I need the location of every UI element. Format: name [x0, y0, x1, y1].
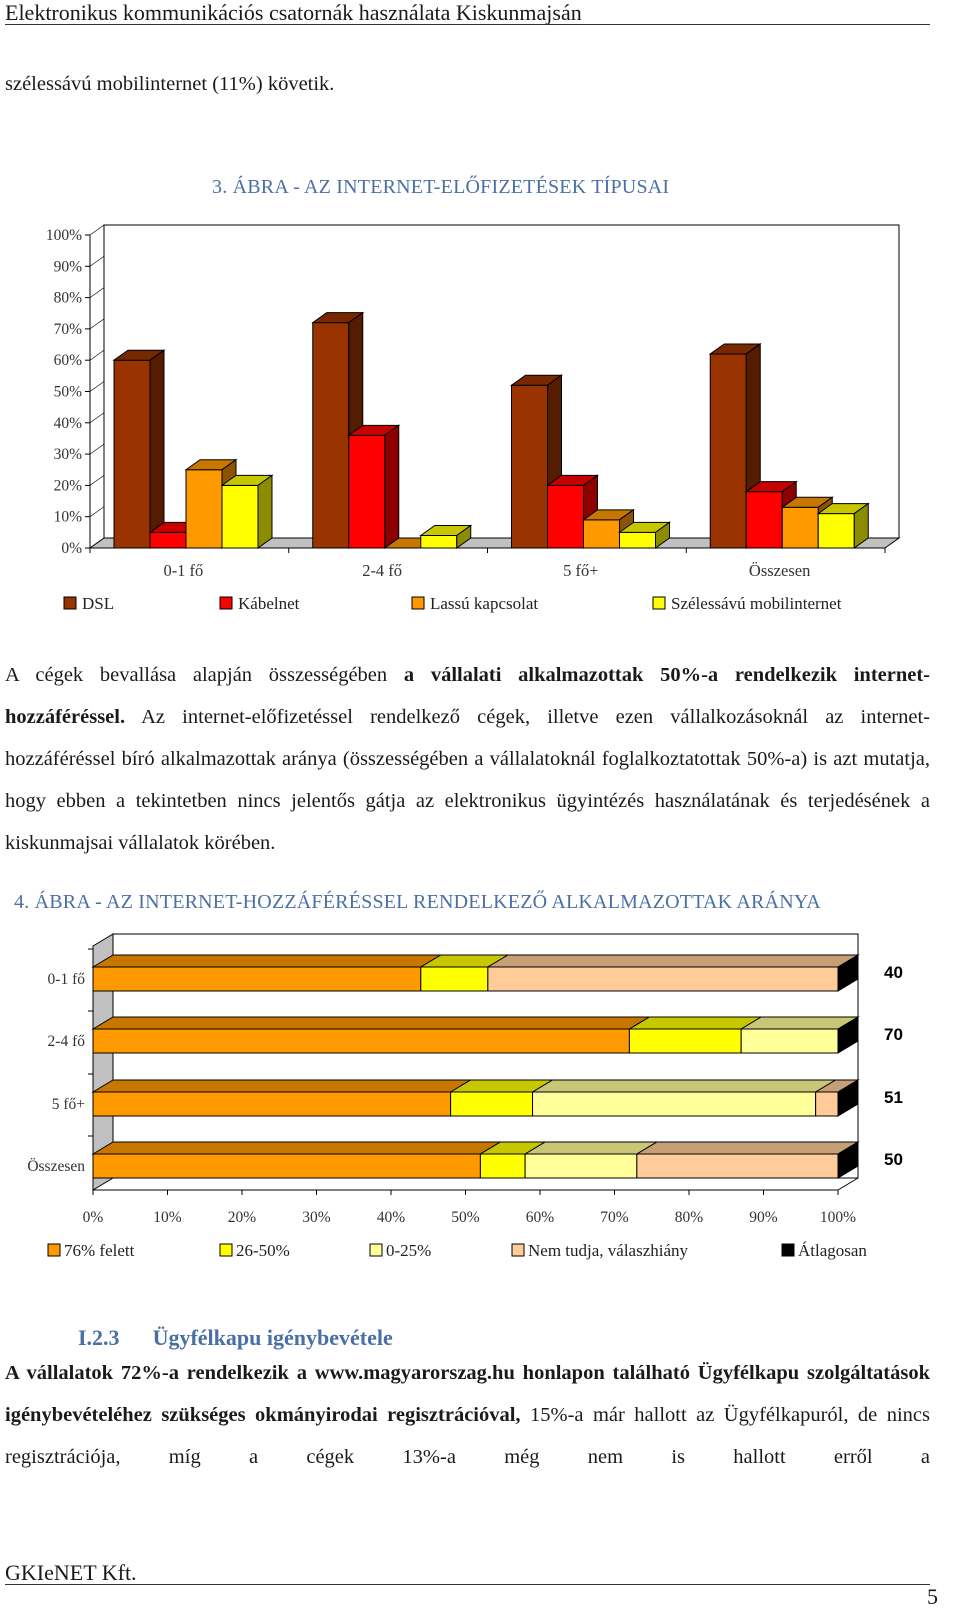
- figure3-title: 3. ÁBRA - AZ INTERNET-ELŐFIZETÉSEK TÍPUSAI: [212, 176, 670, 198]
- bar-front: [114, 360, 150, 548]
- bar-top: [533, 1080, 836, 1092]
- paragraph-1-bold: a vállalati alkalmazottak 50%-a rendelkezik internet-hozzáféréssel.: [5, 664, 930, 728]
- x-tick-label: Összesen: [748, 561, 811, 580]
- bar-front: [620, 532, 656, 548]
- bar-side: [385, 425, 399, 548]
- y-tick-label: 0-1 fő: [47, 971, 85, 988]
- y-tick-label: 100%: [45, 227, 82, 244]
- bar-top: [525, 1142, 657, 1154]
- legend-swatch: [412, 597, 424, 609]
- average-label: 40: [884, 963, 903, 982]
- y-tick-depth: [90, 350, 104, 360]
- figure4-title: 4. ÁBRA - AZ INTERNET-HOZZÁFÉRÉSSEL RENDELKEZŐ ALKALMAZOTTAK ARÁNYA: [14, 891, 821, 913]
- bar-front: [782, 507, 818, 548]
- legend-swatch: [220, 1244, 232, 1256]
- x-tick-label: 10%: [153, 1209, 182, 1226]
- bar-front: [222, 485, 258, 548]
- legend-swatch: [512, 1244, 524, 1256]
- x-tick-label: 70%: [600, 1209, 629, 1226]
- y-tick-label: 80%: [53, 289, 82, 307]
- bar-front: [710, 354, 746, 548]
- legend-swatch: [64, 597, 76, 609]
- bar-segment: [525, 1154, 637, 1178]
- x-tick-label: 40%: [376, 1209, 406, 1226]
- bar-segment: [533, 1092, 816, 1116]
- bar-segment: [741, 1029, 838, 1053]
- bar-top: [629, 1017, 761, 1029]
- average-label: 70: [884, 1025, 903, 1044]
- footer-company: GKIeNET Kft.: [5, 1560, 930, 1585]
- y-tick-depth: [90, 475, 104, 485]
- y-tick-label: 20%: [53, 477, 82, 495]
- bar-segment: [816, 1092, 838, 1116]
- bar-front: [818, 514, 854, 548]
- x-tick-label: 20%: [227, 1209, 257, 1226]
- bar-segment: [93, 1154, 480, 1178]
- bar-segment: [93, 967, 421, 991]
- y-tick-label: 30%: [53, 446, 82, 464]
- legend-label: Szélessávú mobilinternet: [671, 594, 842, 613]
- running-header: Elektronikus kommunikációs csatornák használata Kiskunmajsán: [5, 0, 930, 25]
- legend-swatch: [220, 597, 232, 609]
- y-tick-label: Összesen: [27, 1158, 85, 1175]
- bar-front: [150, 532, 186, 548]
- paragraph-2: [5, 1352, 930, 1478]
- paragraph-2-text: 15%-a már hallott az Ügyfélkapuról, de nincs regisztrációja, míg a cégek 13%-a még nem is hallott erről a: [5, 1404, 931, 1468]
- x-tick-label: 30%: [302, 1209, 331, 1226]
- figure4-chart: [0, 922, 940, 1277]
- legend-label: 0-25%: [386, 1241, 432, 1260]
- paragraph-1-text-b: Az internet-előfizetéssel rendelkező cégek, illetve ezen vállalkozásoknál az internet-hozzáféréssel bíró alkalmazottak aránya (összességében a vállalatoknál foglalkoztatottak 50%-a) is azt mutatja, hogy ebben a tekintetben nincs jelentős gátja az elektronikus ügyintézés használatának és terjedésének a kiskunmajsai vállalatok körében.: [5, 706, 930, 854]
- x-tick-label: 0-1 fő: [163, 561, 204, 580]
- x-tick-label: 80%: [674, 1209, 704, 1226]
- y-tick-depth: [90, 507, 104, 517]
- bar-top: [93, 1017, 649, 1029]
- bar-segment: [629, 1029, 741, 1053]
- legend-swatch: [782, 1244, 794, 1256]
- y-tick-label: 40%: [53, 414, 82, 432]
- y-tick-depth: [90, 444, 104, 454]
- y-tick-label: 70%: [53, 320, 82, 338]
- legend-label: Lassú kapcsolat: [430, 594, 539, 613]
- bar-segment: [480, 1154, 525, 1178]
- average-label: 50: [884, 1150, 903, 1169]
- x-tick-label: 100%: [819, 1209, 857, 1226]
- figure3-chart: [0, 210, 940, 630]
- bar-segment: [637, 1154, 838, 1178]
- legend-label: Kábelnet: [238, 594, 300, 613]
- y-tick-depth: [90, 288, 104, 298]
- average-label: 51: [884, 1088, 903, 1107]
- bar-segment: [451, 1092, 533, 1116]
- bar-top: [93, 1080, 471, 1092]
- y-tick-label: 90%: [53, 258, 82, 276]
- bar-front: [548, 485, 584, 548]
- bar-segment: [488, 967, 838, 991]
- bar-front: [313, 323, 349, 548]
- legend-swatch: [653, 597, 665, 609]
- y-tick-depth: [90, 225, 104, 235]
- y-tick-depth: [90, 256, 104, 266]
- x-tick-label: 90%: [749, 1209, 778, 1226]
- x-axis-depth: [838, 1178, 858, 1190]
- page-number: 5: [927, 1584, 938, 1609]
- legend-label: 76% felett: [64, 1241, 135, 1260]
- section-title: Ügyfélkapu igénybevétele: [152, 1325, 393, 1350]
- bar-top: [93, 1142, 500, 1154]
- legend-swatch: [48, 1244, 60, 1256]
- y-tick-label: 2-4 fő: [47, 1033, 85, 1050]
- bar-front: [746, 492, 782, 548]
- paragraph-2-bold: A vállalatok 72%-a rendelkezik a www.magyarorszag.hu honlapon található Ügyfélkapu szolgáltatások igénybevételéhez szükséges okmányirodai regisztrációval,: [5, 1362, 930, 1426]
- y-tick-label: 60%: [53, 352, 82, 370]
- bar-side: [258, 475, 272, 548]
- section-number: I.2.3: [78, 1325, 120, 1350]
- legend-label: 26-50%: [236, 1241, 290, 1260]
- y-tick-label: 5 fő+: [51, 1096, 85, 1113]
- y-tick-depth: [90, 382, 104, 392]
- legend-swatch: [370, 1244, 382, 1256]
- y-tick-label: 0%: [61, 540, 82, 557]
- y-tick-label: 50%: [53, 383, 82, 401]
- bar-segment: [421, 967, 488, 991]
- x-tick-label: 60%: [525, 1209, 555, 1226]
- x-tick-label: 50%: [451, 1209, 480, 1226]
- bar-top: [488, 955, 858, 967]
- x-tick-label: 0%: [82, 1209, 104, 1226]
- x-tick-label: 5 fő+: [563, 561, 599, 580]
- bar-top: [93, 955, 441, 967]
- bar-segment: [93, 1092, 451, 1116]
- section-heading: [78, 1325, 393, 1351]
- bar-top: [637, 1142, 858, 1154]
- bar-segment: [93, 1029, 629, 1053]
- bar-front: [186, 470, 222, 548]
- legend-label: Átlagosan: [798, 1241, 867, 1260]
- bar-side: [150, 350, 164, 548]
- bar-front: [349, 435, 385, 548]
- intro-line: szélessávú mobilinternet (11%) követik.: [5, 73, 335, 95]
- y-tick-depth: [90, 413, 104, 423]
- bar-front: [584, 520, 620, 548]
- bar-front: [512, 385, 548, 548]
- paragraph-1: [5, 654, 930, 864]
- x-tick-label: 2-4 fő: [362, 561, 403, 580]
- paragraph-1-text-a: A cégek bevallása alapján összességében: [5, 664, 404, 686]
- bar-front: [421, 535, 457, 548]
- y-tick-label: 10%: [53, 508, 82, 526]
- y-tick-depth: [90, 319, 104, 329]
- legend-label: DSL: [82, 594, 115, 613]
- legend-label: Nem tudja, válaszhiány: [528, 1241, 689, 1260]
